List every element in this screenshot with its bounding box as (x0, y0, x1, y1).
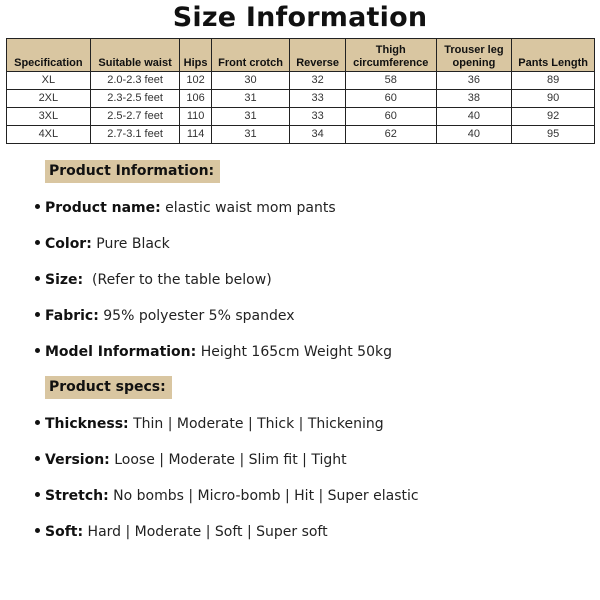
table-cell: 34 (290, 126, 345, 144)
item-value: 95% polyester 5% spandex (98, 308, 295, 324)
table-cell: 2.5-2.7 feet (90, 108, 180, 126)
size-table (6, 38, 595, 144)
table-cell: 60 (345, 90, 436, 108)
bullet-dot-icon (35, 420, 40, 425)
item-label: Color: (45, 236, 92, 252)
list-item-version (35, 451, 347, 469)
table-cell: 2.7-3.1 feet (90, 126, 180, 144)
page-title: Size Information (172, 2, 428, 33)
table-row (7, 72, 595, 90)
table-cell: 102 (180, 72, 211, 90)
bullet-dot-icon (35, 456, 40, 461)
table-cell: 4XL (7, 126, 91, 144)
table-row (7, 90, 595, 108)
bullet-dot-icon (35, 276, 40, 281)
table-cell: 110 (180, 108, 211, 126)
item-value: Pure Black (91, 236, 170, 252)
table-cell: 62 (345, 126, 436, 144)
table-cell: 58 (345, 72, 436, 90)
bullet-dot-icon (35, 528, 40, 533)
table-cell: 31 (211, 108, 290, 126)
table-row (7, 108, 595, 126)
header-reverse: Reverse (290, 39, 345, 72)
list-item-thickness (35, 415, 384, 433)
product-specs-heading: Product specs: (45, 376, 172, 399)
table-cell: 32 (290, 72, 345, 90)
item-value: (Refer to the table below) (83, 272, 272, 288)
table-cell: 2XL (7, 90, 91, 108)
table-cell: 31 (211, 90, 290, 108)
item-label: Thickness: (45, 416, 129, 432)
table-header-row (7, 39, 595, 72)
table-cell: 31 (211, 126, 290, 144)
item-label: Soft: (45, 524, 84, 540)
header-thigh-circumference: Thigh circumference (345, 39, 436, 72)
item-label: Stretch: (45, 488, 109, 504)
header-pants-length: Pants Length (512, 39, 595, 72)
bullet-dot-icon (35, 348, 40, 353)
header-specification: Specification (7, 39, 91, 72)
list-item-soft (35, 523, 328, 541)
item-label: Fabric: (45, 308, 99, 324)
table-cell: 95 (512, 126, 595, 144)
bullet-dot-icon (35, 492, 40, 497)
item-label: Version: (45, 452, 110, 468)
item-label: Product name: (45, 200, 161, 216)
item-value: No bombs | Micro-bomb | Hit | Super elastic (108, 488, 419, 504)
item-value: elastic waist mom pants (160, 200, 336, 216)
bullet-dot-icon (35, 240, 40, 245)
table-row (7, 126, 595, 144)
table-cell: 36 (436, 72, 512, 90)
table-cell: 40 (436, 126, 512, 144)
table-cell: 33 (290, 108, 345, 126)
header-suitable-waist: Suitable waist (90, 39, 180, 72)
table-cell: 106 (180, 90, 211, 108)
table-cell: 40 (436, 108, 512, 126)
list-item-fabric (35, 307, 295, 325)
table-cell: 89 (512, 72, 595, 90)
table-cell: 60 (345, 108, 436, 126)
table-cell: 2.3-2.5 feet (90, 90, 180, 108)
header-front-crotch: Front crotch (211, 39, 290, 72)
table-cell: 90 (512, 90, 595, 108)
table-cell: 2.0-2.3 feet (90, 72, 180, 90)
table-cell: 33 (290, 90, 345, 108)
table-cell: 92 (512, 108, 595, 126)
table-cell: 38 (436, 90, 512, 108)
header-trouser-leg-opening: Trouser leg opening (436, 39, 512, 72)
list-item-color (35, 235, 170, 253)
item-value: Hard | Moderate | Soft | Super soft (83, 524, 328, 540)
table-cell: 3XL (7, 108, 91, 126)
bullet-dot-icon (35, 204, 40, 209)
item-value: Height 165cm Weight 50kg (196, 344, 392, 360)
list-item-model-information (35, 343, 392, 361)
product-information-heading: Product Information: (45, 160, 220, 183)
table-cell: 30 (211, 72, 290, 90)
list-item-size (35, 271, 272, 289)
item-value: Loose | Moderate | Slim fit | Tight (109, 452, 347, 468)
table-cell: XL (7, 72, 91, 90)
item-value: Thin | Moderate | Thick | Thickening (128, 416, 384, 432)
table-cell: 114 (180, 126, 211, 144)
bullet-dot-icon (35, 312, 40, 317)
list-item-product-name (35, 199, 336, 217)
item-label: Model Information: (45, 344, 197, 360)
header-hips: Hips (180, 39, 211, 72)
list-item-stretch (35, 487, 419, 505)
item-label: Size: (45, 272, 84, 288)
